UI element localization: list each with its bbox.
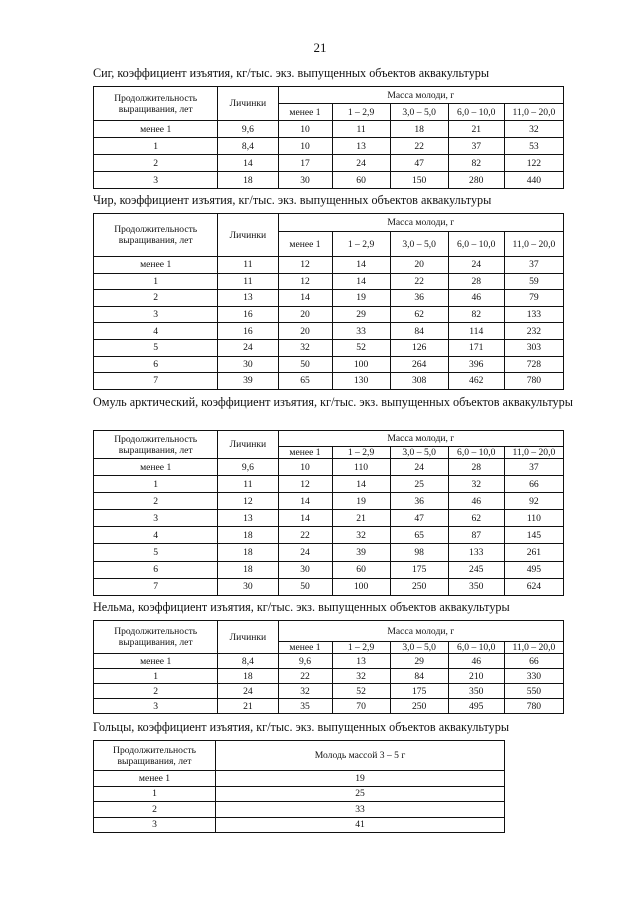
table-cell: 37: [504, 459, 563, 476]
table-cell: 30: [278, 172, 332, 189]
table-cell: 21: [448, 121, 504, 138]
table-cell: 780: [504, 373, 563, 390]
table-cell: 60: [332, 561, 390, 578]
row-duration: 7: [94, 578, 218, 595]
table-cell: 18: [218, 172, 278, 189]
table-cell: 10: [278, 138, 332, 155]
table-cell: 550: [504, 684, 563, 699]
row-duration: 6: [94, 561, 218, 578]
table-cell: 84: [390, 669, 448, 684]
mass-range: 1 – 2,9: [332, 642, 390, 654]
table-row: [94, 786, 505, 802]
header-mass: Масса молоди, г: [278, 431, 564, 447]
table-row: [94, 771, 505, 787]
table-cell: 30: [218, 356, 278, 373]
table-cell: 14: [332, 273, 390, 290]
table-cell: 12: [278, 273, 332, 290]
table-cell: 12: [278, 476, 332, 493]
header-larvae: Личинки: [218, 214, 278, 257]
table-cell: 24: [390, 459, 448, 476]
row-duration: 7: [94, 373, 218, 390]
table-sig: [93, 86, 564, 189]
header-duration: Продолжительность выращивания, лет: [94, 621, 218, 654]
mass-range: 6,0 – 10,0: [448, 232, 504, 257]
table-cell: 21: [218, 699, 278, 714]
mass-range: 3,0 – 5,0: [390, 447, 448, 459]
row-duration: менее 1: [94, 654, 218, 669]
mass-range: 1 – 2,9: [332, 447, 390, 459]
table-cell: 20: [278, 306, 332, 323]
table-cell: 440: [504, 172, 563, 189]
mass-range: менее 1: [278, 447, 332, 459]
table-cell: 210: [448, 669, 504, 684]
table-cell: 32: [278, 339, 332, 356]
table-cell: 13: [332, 138, 390, 155]
table-cell: 29: [390, 654, 448, 669]
table-row: [94, 155, 564, 172]
table-row: [94, 121, 564, 138]
header-larvae: Личинки: [218, 621, 278, 654]
table-cell: 150: [390, 172, 448, 189]
table-cell: 47: [390, 510, 448, 527]
row-duration: 2: [94, 493, 218, 510]
table-cell: 303: [504, 339, 563, 356]
table-cell: 19: [332, 493, 390, 510]
table-cell: 52: [332, 339, 390, 356]
header-duration: Продолжительность выращивания, лет: [94, 431, 218, 459]
table-cell: 9,6: [278, 654, 332, 669]
table-cell: 18: [218, 561, 278, 578]
table-cell: 18: [218, 527, 278, 544]
mass-range: 1 – 2,9: [332, 232, 390, 257]
table-cell: 98: [390, 544, 448, 561]
table-cell: 245: [448, 561, 504, 578]
table-cell: 11: [218, 476, 278, 493]
table-row: [94, 323, 564, 340]
row-duration: 5: [94, 544, 218, 561]
table-cell: 22: [278, 527, 332, 544]
header-fry: Молодь массой 3 – 5 г: [216, 741, 505, 771]
mass-range: 3,0 – 5,0: [390, 232, 448, 257]
table-cell: 100: [332, 578, 390, 595]
row-duration: 4: [94, 323, 218, 340]
table-cell: 46: [448, 654, 504, 669]
table-cell: 114: [448, 323, 504, 340]
table-cell: 82: [448, 306, 504, 323]
header-duration: Продолжительность выращивания, лет: [94, 87, 218, 121]
table-cell: 37: [504, 257, 563, 274]
table-row: [94, 172, 564, 189]
table-cell: 24: [278, 544, 332, 561]
row-duration: 6: [94, 356, 218, 373]
table-cell: 53: [504, 138, 563, 155]
table-cell: 65: [278, 373, 332, 390]
table-cell: 250: [390, 578, 448, 595]
mass-range: менее 1: [278, 232, 332, 257]
table-cell: 92: [504, 493, 563, 510]
table-cell: 9,6: [218, 459, 278, 476]
table-row: [94, 138, 564, 155]
table-cell: 20: [278, 323, 332, 340]
mass-range: 11,0 – 20,0: [504, 104, 563, 121]
mass-range: 6,0 – 10,0: [448, 447, 504, 459]
table-cell: 22: [278, 669, 332, 684]
header-larvae: Личинки: [218, 431, 278, 459]
table-cell: 84: [390, 323, 448, 340]
table-cell: 25: [390, 476, 448, 493]
table-goltsy: [93, 740, 505, 833]
table-cell: 14: [278, 510, 332, 527]
table-chir: [93, 213, 564, 390]
table-cell: 261: [504, 544, 563, 561]
table-row: [94, 257, 564, 274]
table-cell: 18: [390, 121, 448, 138]
row-duration: 3: [94, 172, 218, 189]
header-mass: Масса молоди, г: [278, 214, 564, 232]
table-cell: 110: [332, 459, 390, 476]
table-cell: 50: [278, 356, 332, 373]
table-cell: 87: [448, 527, 504, 544]
table-cell: 330: [504, 669, 563, 684]
table-row: [94, 373, 564, 390]
table-cell: 24: [218, 684, 278, 699]
table-cell: 29: [332, 306, 390, 323]
table-cell: 46: [448, 493, 504, 510]
row-duration: 3: [94, 306, 218, 323]
row-duration: 2: [94, 155, 218, 172]
table-cell: 175: [390, 684, 448, 699]
header-mass: Масса молоди, г: [278, 621, 564, 642]
table-row: [94, 339, 564, 356]
table-cell: 25: [216, 786, 505, 802]
table-cell: 13: [218, 290, 278, 307]
mass-range: менее 1: [278, 104, 332, 121]
row-duration: 4: [94, 527, 218, 544]
table-cell: 780: [504, 699, 563, 714]
row-duration: менее 1: [94, 459, 218, 476]
table-cell: 16: [218, 306, 278, 323]
table-cell: 19: [332, 290, 390, 307]
mass-range: 11,0 – 20,0: [504, 642, 563, 654]
row-duration: менее 1: [94, 257, 218, 274]
mass-range: 6,0 – 10,0: [448, 642, 504, 654]
table-cell: 32: [278, 684, 332, 699]
table-cell: 126: [390, 339, 448, 356]
table-cell: 28: [448, 459, 504, 476]
table-cell: 308: [390, 373, 448, 390]
table-row: [94, 306, 564, 323]
table-row: [94, 527, 564, 544]
table-cell: 50: [278, 578, 332, 595]
header-duration: Продолжительность выращивания, лет: [94, 214, 218, 257]
table-cell: 41: [216, 817, 505, 833]
table-row: [94, 802, 505, 818]
table-cell: 133: [448, 544, 504, 561]
mass-range: 11,0 – 20,0: [504, 447, 563, 459]
row-duration: 3: [94, 699, 218, 714]
table-cell: 122: [504, 155, 563, 172]
table-row: [94, 544, 564, 561]
mass-range: менее 1: [278, 642, 332, 654]
table-cell: 32: [448, 476, 504, 493]
table-cell: 10: [278, 459, 332, 476]
row-duration: 1: [94, 476, 218, 493]
table-cell: 250: [390, 699, 448, 714]
table-cell: 14: [332, 476, 390, 493]
table-cell: 39: [332, 544, 390, 561]
table-cell: 9,6: [218, 121, 278, 138]
table-cell: 462: [448, 373, 504, 390]
table-cell: 60: [332, 172, 390, 189]
table-cell: 350: [448, 684, 504, 699]
table-cell: 11: [332, 121, 390, 138]
table-cell: 59: [504, 273, 563, 290]
table-cell: 12: [218, 493, 278, 510]
table-cell: 22: [390, 138, 448, 155]
table-cell: 17: [278, 155, 332, 172]
table-cell: 37: [448, 138, 504, 155]
table-cell: 624: [504, 578, 563, 595]
mass-range: 11,0 – 20,0: [504, 232, 563, 257]
table-title-goltsy: Гольцы, коэффициент изъятия, кг/тыс. экз. выпущенных объектов аквакультуры: [93, 720, 510, 734]
table-row: [94, 817, 505, 833]
table-cell: 11: [218, 273, 278, 290]
table-cell: 32: [332, 527, 390, 544]
header-mass: Масса молоди, г: [278, 87, 564, 104]
table-cell: 14: [278, 493, 332, 510]
table-cell: 18: [218, 544, 278, 561]
table-cell: 12: [278, 257, 332, 274]
table-cell: 728: [504, 356, 563, 373]
table-row: [94, 273, 564, 290]
table-cell: 110: [504, 510, 563, 527]
table-cell: 24: [332, 155, 390, 172]
table-cell: 70: [332, 699, 390, 714]
table-cell: 10: [278, 121, 332, 138]
table-cell: 130: [332, 373, 390, 390]
mass-range: 6,0 – 10,0: [448, 104, 504, 121]
table-cell: 350: [448, 578, 504, 595]
row-duration: 2: [94, 802, 216, 818]
table-cell: 33: [216, 802, 505, 818]
header-larvae: Личинки: [218, 87, 278, 121]
table-cell: 66: [504, 654, 563, 669]
table-cell: 8,4: [218, 138, 278, 155]
table-title-chir: Чир, коэффициент изъятия, кг/тыс. экз. выпущенных объектов аквакультуры: [93, 193, 492, 207]
table-row: [94, 356, 564, 373]
table-cell: 30: [278, 561, 332, 578]
table-row: [94, 561, 564, 578]
table-row: [94, 476, 564, 493]
table-cell: 264: [390, 356, 448, 373]
table-cell: 35: [278, 699, 332, 714]
row-duration: менее 1: [94, 121, 218, 138]
table-cell: 13: [218, 510, 278, 527]
table-cell: 47: [390, 155, 448, 172]
row-duration: 1: [94, 786, 216, 802]
table-cell: 396: [448, 356, 504, 373]
row-duration: менее 1: [94, 771, 216, 787]
row-duration: 2: [94, 290, 218, 307]
table-cell: 28: [448, 273, 504, 290]
table-nelma: [93, 620, 564, 714]
table-cell: 32: [332, 669, 390, 684]
table-cell: 18: [218, 669, 278, 684]
table-cell: 495: [504, 561, 563, 578]
table-cell: 145: [504, 527, 563, 544]
table-cell: 82: [448, 155, 504, 172]
table-cell: 175: [390, 561, 448, 578]
table-title-sig: Сиг, коэффициент изъятия, кг/тыс. экз. выпущенных объектов аквакультуры: [93, 66, 490, 80]
table-title-nelma: Нельма, коэффициент изъятия, кг/тыс. экз. выпущенных объектов аквакультуры: [93, 600, 510, 614]
table-row: [94, 493, 564, 510]
mass-range: 1 – 2,9: [332, 104, 390, 121]
table-cell: 16: [218, 323, 278, 340]
table-cell: 36: [390, 493, 448, 510]
table-cell: 14: [332, 257, 390, 274]
table-cell: 39: [218, 373, 278, 390]
table-row: [94, 684, 564, 699]
table-row: [94, 699, 564, 714]
table-cell: 65: [390, 527, 448, 544]
table-cell: 62: [390, 306, 448, 323]
mass-range: 3,0 – 5,0: [390, 104, 448, 121]
header-duration: Продолжительность выращивания, лет: [94, 741, 216, 771]
row-duration: 3: [94, 817, 216, 833]
table-cell: 62: [448, 510, 504, 527]
table-cell: 495: [448, 699, 504, 714]
row-duration: 3: [94, 510, 218, 527]
table-cell: 13: [332, 654, 390, 669]
table-cell: 24: [448, 257, 504, 274]
table-cell: 100: [332, 356, 390, 373]
table-row: [94, 290, 564, 307]
row-duration: 1: [94, 669, 218, 684]
row-duration: 1: [94, 273, 218, 290]
table-cell: 24: [218, 339, 278, 356]
table-cell: 280: [448, 172, 504, 189]
table-cell: 14: [278, 290, 332, 307]
table-cell: 8,4: [218, 654, 278, 669]
table-cell: 22: [390, 273, 448, 290]
table-title-omul: Омуль арктический, коэффициент изъятия, кг/тыс. экз. выпущенных объектов аквакультуры: [93, 395, 573, 409]
page-number: 21: [313, 40, 327, 55]
row-duration: 1: [94, 138, 218, 155]
table-row: [94, 459, 564, 476]
table-cell: 171: [448, 339, 504, 356]
mass-range: 3,0 – 5,0: [390, 642, 448, 654]
row-duration: 2: [94, 684, 218, 699]
table-cell: 32: [504, 121, 563, 138]
table-omul: [93, 430, 564, 596]
table-cell: 19: [216, 771, 505, 787]
table-cell: 133: [504, 306, 563, 323]
table-cell: 33: [332, 323, 390, 340]
table-cell: 232: [504, 323, 563, 340]
table-cell: 21: [332, 510, 390, 527]
table-cell: 52: [332, 684, 390, 699]
table-row: [94, 510, 564, 527]
table-cell: 11: [218, 257, 278, 274]
table-cell: 30: [218, 578, 278, 595]
table-row: [94, 669, 564, 684]
row-duration: 5: [94, 339, 218, 356]
table-cell: 66: [504, 476, 563, 493]
table-cell: 79: [504, 290, 563, 307]
table-cell: 36: [390, 290, 448, 307]
table-row: [94, 578, 564, 595]
table-row: [94, 654, 564, 669]
table-cell: 20: [390, 257, 448, 274]
table-cell: 46: [448, 290, 504, 307]
table-cell: 14: [218, 155, 278, 172]
